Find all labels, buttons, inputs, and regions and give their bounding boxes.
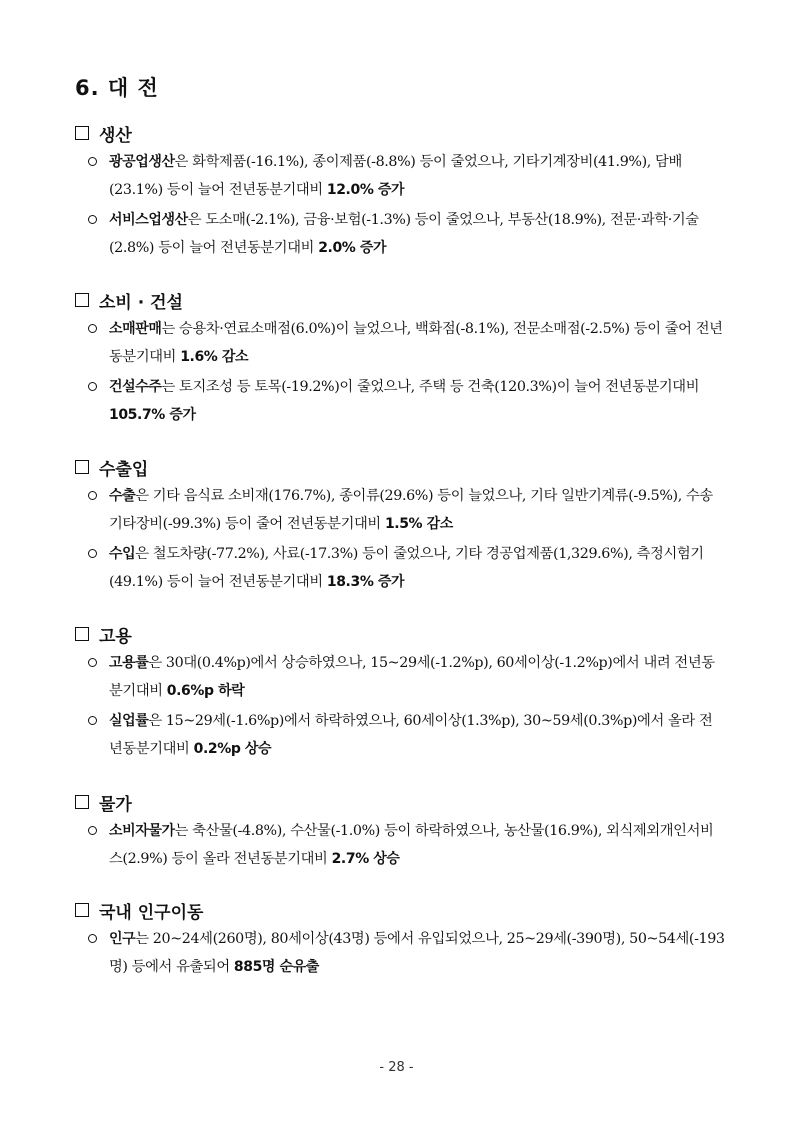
page-title: 6. 대 전 — [75, 76, 159, 100]
bullet-item — [75, 707, 725, 763]
bullet-text: 는 토지조성 등 토목(-19.2%)이 줄었으나, 주택 등 건축(120.3%)이 늘어 전년동분기대비 — [161, 379, 700, 395]
section-heading — [75, 454, 725, 480]
bullet-result: 2.7% 상승 — [331, 851, 400, 867]
bullet-text: 은 30대(0.4%p)에서 상승하였으나, 15~29세(-1.2%p), 60세이상(-1.2%p)에서 내려 전년동분기대비 — [109, 655, 715, 699]
circle-bullet-icon — [88, 215, 97, 224]
bullet-item — [75, 817, 725, 873]
section-consumption-construction — [75, 287, 725, 429]
bullet-text: 은 15~29세(-1.6%p)에서 하락하였으나, 60세이상(1.3%p), 30~59세(0.3%p)에서 올라 전년동분기대비 — [109, 713, 713, 757]
bullet-item — [75, 649, 725, 705]
section-heading-text: 국내 인구이동 — [99, 902, 204, 923]
section-heading — [75, 621, 725, 647]
section-heading — [75, 287, 725, 313]
bullet-keyword: 고용률 — [109, 655, 149, 671]
bullet-item — [75, 540, 725, 596]
bullet-text: 는 승용차·연료소매점(6.0%)이 늘었으나, 백화점(-8.1%), 전문소매점(-2.5%) 등이 줄어 전년동분기대비 — [109, 321, 723, 365]
bullet-result: 885명 순유출 — [233, 959, 319, 975]
checkbox-square-icon — [75, 795, 89, 809]
bullet-result: 1.6% 감소 — [180, 349, 249, 365]
bullet-text: 은 철도차량(-77.2%), 사료(-17.3%) 등이 줄었으나, 기타 경공업제품(1,329.6%), 측정시험기(49.1%) 등이 늘어 전년동분기대비 — [109, 546, 704, 590]
circle-bullet-icon — [88, 826, 97, 835]
bullet-item — [75, 373, 725, 429]
bullet-keyword: 수입 — [109, 546, 136, 562]
checkbox-square-icon — [75, 126, 89, 140]
section-prices — [75, 789, 725, 873]
bullet-keyword: 소비자물가 — [109, 823, 175, 839]
bullet-keyword: 건설수주 — [109, 379, 162, 395]
section-heading-text: 고용 — [99, 626, 132, 647]
bullet-result: 105.7% 증가 — [109, 407, 196, 423]
bullet-text: 은 기타 음식료 소비재(176.7%), 종이류(29.6%) 등이 늘었으나, 기타 일반기계류(-9.5%), 수송 기타장비(-99.3%) 등이 줄어 전년동분기대비 — [109, 488, 713, 532]
bullet-item — [75, 925, 725, 981]
bullet-text: 는 20~24세(260명), 80세이상(43명) 등에서 유입되었으나, 25~29세(-390명), 50~54세(-193명) 등에서 유출되어 — [109, 931, 725, 975]
section-production — [75, 120, 725, 262]
bullet-item — [75, 206, 725, 262]
circle-bullet-icon — [88, 716, 97, 725]
bullet-item — [75, 315, 725, 371]
checkbox-square-icon — [75, 903, 89, 917]
bullet-result: 0.2%p 상승 — [193, 741, 272, 757]
section-heading-text: 물가 — [99, 794, 132, 815]
bullet-result: 2.0% 증가 — [318, 240, 387, 256]
circle-bullet-icon — [88, 491, 97, 500]
circle-bullet-icon — [88, 324, 97, 333]
section-population-migration — [75, 897, 725, 981]
checkbox-square-icon — [75, 460, 89, 474]
section-heading-text: 생산 — [99, 125, 132, 146]
circle-bullet-icon — [88, 934, 97, 943]
bullet-result: 1.5% 감소 — [384, 516, 453, 532]
section-heading-text: 소비 · 건설 — [99, 292, 183, 313]
bullet-keyword: 수출 — [109, 488, 136, 504]
bullet-item — [75, 148, 725, 204]
bullet-keyword: 실업률 — [109, 713, 149, 729]
bullet-keyword: 소매판매 — [109, 321, 162, 337]
section-heading — [75, 120, 725, 146]
bullet-item — [75, 482, 725, 538]
section-heading — [75, 789, 725, 815]
bullet-text: 는 축산물(-4.8%), 수산물(-1.0%) 등이 하락하였으나, 농산물(16.9%), 외식제외개인서비스(2.9%) 등이 올라 전년동분기대비 — [109, 823, 714, 867]
circle-bullet-icon — [88, 549, 97, 558]
checkbox-square-icon — [75, 293, 89, 307]
section-trade — [75, 454, 725, 596]
section-employment — [75, 621, 725, 763]
bullet-result: 12.0% 증가 — [326, 182, 405, 198]
bullet-keyword: 인구 — [109, 931, 136, 947]
circle-bullet-icon — [88, 157, 97, 166]
circle-bullet-icon — [88, 382, 97, 391]
bullet-text: 은 화학제품(-16.1%), 종이제품(-8.8%) 등이 줄었으나, 기타기계장비(41.9%), 담배(23.1%) 등이 늘어 전년동분기대비 — [109, 154, 682, 198]
section-heading — [75, 897, 725, 923]
section-heading-text: 수출입 — [99, 459, 149, 480]
bullet-result: 0.6%p 하락 — [166, 683, 245, 699]
page-number: - 28 - — [379, 1060, 414, 1075]
bullet-text: 은 도소매(-2.1%), 금융·보험(-1.3%) 등이 줄었으나, 부동산(18.9%), 전문·과학·기술(2.8%) 등이 늘어 전년동분기대비 — [109, 212, 699, 256]
bullet-keyword: 서비스업생산 — [109, 212, 188, 228]
bullet-result: 18.3% 증가 — [326, 574, 405, 590]
checkbox-square-icon — [75, 627, 89, 641]
bullet-keyword: 광공업생산 — [109, 154, 175, 170]
circle-bullet-icon — [88, 658, 97, 667]
